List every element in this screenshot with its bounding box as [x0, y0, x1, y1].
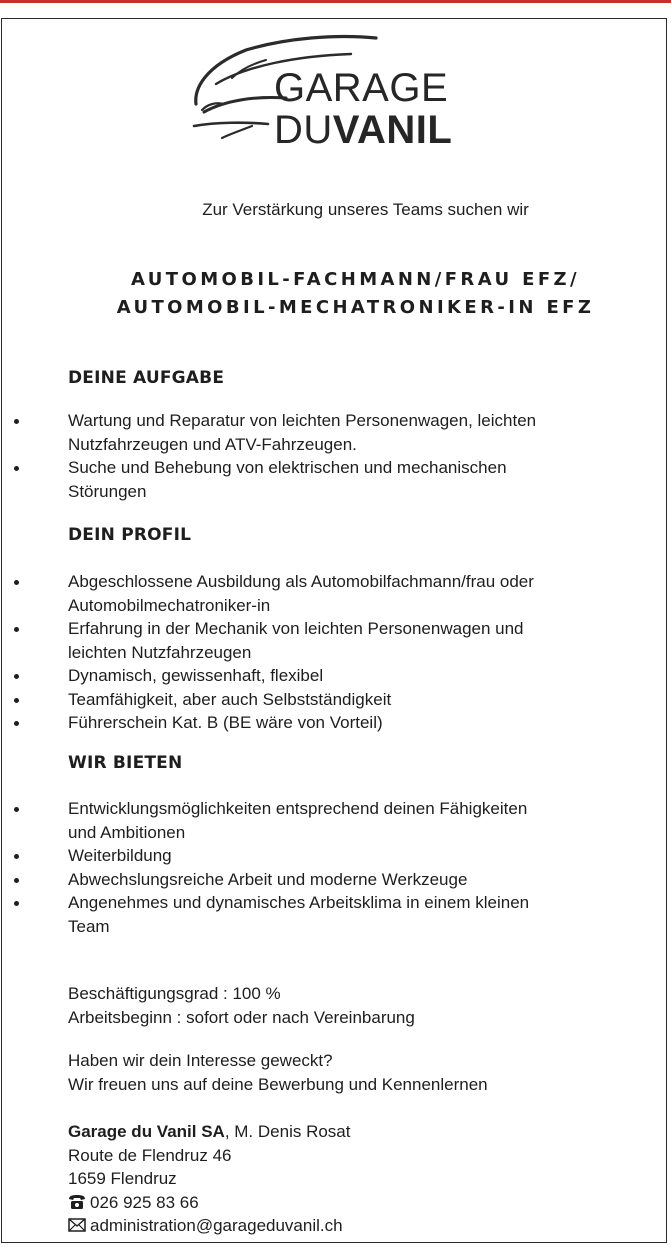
start-date-text: Arbeitsbeginn : sofort oder nach Vereinbarung	[68, 1007, 415, 1027]
bullet-icon	[14, 580, 19, 585]
list-item: Weiterbildung	[0, 844, 660, 868]
phone-icon	[68, 1194, 86, 1210]
bullet-icon	[14, 807, 19, 812]
closing-line-1: Haben wir dein Interesse geweckt?	[68, 1051, 333, 1070]
section-heading-aufgabe: DEINE AUFGABE	[68, 368, 225, 388]
workload-text: Beschäftigungsgrad : 100 %	[68, 984, 281, 1003]
envelope-icon	[68, 1217, 86, 1233]
bullet-icon	[14, 674, 19, 679]
contact-email-line	[68, 1214, 648, 1238]
logo-vanil: VANIL	[332, 108, 453, 152]
logo-line-duvanil	[274, 110, 452, 150]
list-item: Wartung und Reparatur von leichten Personenwagen, leichten Nutzfahrzeugen und ATV-Fahrzeugen.	[0, 409, 660, 456]
list-profil	[0, 570, 660, 735]
job-title-line-1: AUTOMOBIL-FACHMANN/FRAU EFZ/	[131, 269, 580, 290]
bullet-icon	[14, 901, 19, 906]
bullet-icon	[14, 854, 19, 859]
list-aufgabe	[0, 409, 660, 503]
list-item: Suche und Behebung von elektrischen und mechanischen Störungen	[0, 456, 660, 503]
bullet-icon	[14, 878, 19, 883]
company-name: Garage du Vanil SA	[68, 1122, 225, 1141]
logo-line-garage: GARAGE	[274, 66, 449, 110]
closing-text	[68, 1049, 648, 1096]
bullet-icon	[14, 698, 19, 703]
job-title	[0, 266, 671, 322]
logo-du: DU	[274, 108, 333, 152]
contact-email-link[interactable]: administration@garageduvanil.ch	[90, 1216, 343, 1235]
list-item: Führerschein Kat. B (BE wäre von Vorteil)	[0, 711, 660, 735]
garage-logo	[186, 26, 482, 156]
list-item: Angenehmes und dynamisches Arbeitsklima in einem kleinen Team	[0, 891, 660, 938]
contact-name-line	[68, 1120, 648, 1144]
top-accent-rule	[0, 0, 671, 3]
bullet-icon	[14, 627, 19, 632]
contact-person: , M. Denis Rosat	[224, 1122, 351, 1141]
bullet-icon	[14, 466, 19, 471]
list-item: Teamfähigkeit, aber auch Selbstständigkeit	[0, 688, 660, 712]
logo-wordmark	[274, 68, 452, 150]
closing-line-2: Wir freuen uns auf deine Bewerbung und Kennenlernen	[68, 1074, 488, 1094]
list-item: Entwicklungsmöglichkeiten entsprechend deinen Fähigkeiten und Ambitionen	[0, 797, 660, 844]
contact-phone-line	[68, 1191, 648, 1215]
list-item: Erfahrung in der Mechanik von leichten Personenwagen und leichten Nutzfahrzeugen	[0, 617, 660, 664]
bullet-icon	[14, 721, 19, 726]
bullet-icon	[14, 419, 19, 424]
intro-text: Zur Verstärkung unseres Teams suchen wir	[202, 200, 529, 219]
contact-city: 1659 Flendruz	[68, 1169, 177, 1188]
section-heading-profil: DEIN PROFIL	[68, 525, 192, 545]
list-bieten	[0, 797, 660, 938]
contact-block	[68, 1120, 648, 1238]
contact-street: Route de Flendruz 46	[68, 1145, 232, 1165]
job-title-line-2: AUTOMOBIL-MECHATRONIKER-IN EFZ	[116, 297, 595, 318]
section-heading-bieten: WIR BIETEN	[68, 753, 183, 773]
employment-details	[68, 982, 648, 1029]
list-item: Abwechslungsreiche Arbeit und moderne Werkzeuge	[0, 868, 660, 892]
contact-phone[interactable]: 026 925 83 66	[90, 1192, 199, 1212]
list-item: Dynamisch, gewissenhaft, flexibel	[0, 664, 660, 688]
list-item: Abgeschlossene Ausbildung als Automobilfachmann/frau oder Automobilmechatroniker-in	[0, 570, 660, 617]
